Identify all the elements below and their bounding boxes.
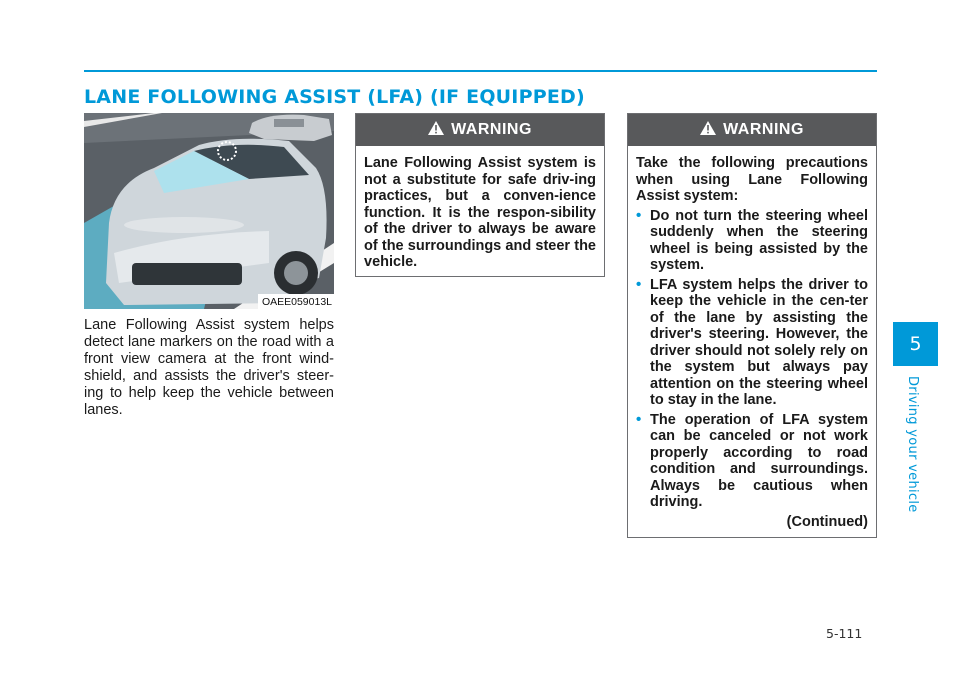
top-rule: [84, 70, 877, 72]
car-illustration: [84, 113, 334, 309]
bullet-icon: •: [636, 410, 642, 428]
bullet-text: The operation of LFA system can be canceled or not work properly according to road condition and surroundings. Always be cautious when driving.: [650, 411, 868, 510]
warning-label: WARNING: [723, 121, 804, 138]
body-paragraph: Lane Following Assist system helps detect lane markers on the road with a front view camera at the front wind-shield, and assists the driver's steer-ing to help keep the vehicle between lanes.: [84, 317, 334, 418]
warning-box-1: [355, 113, 605, 277]
list-item: [636, 412, 868, 511]
warning-header: [356, 114, 604, 146]
list-item: [636, 277, 868, 409]
bullet-icon: •: [636, 206, 642, 224]
warning-label: WARNING: [451, 121, 532, 138]
page-number: 5-111: [826, 626, 863, 641]
bullet-text: LFA system helps the driver to keep the vehicle in the cen-ter of the lane by assisting the driver's steering. However, the driver should not solely rely on the system but always pay attention on the steering wheel to stay in the lane.: [650, 276, 868, 408]
chapter-label: Driving your vehicle: [905, 376, 920, 513]
warning-box-2: [627, 113, 877, 538]
car-camera-illustration: [84, 113, 334, 309]
bullet-icon: •: [636, 275, 642, 293]
warning-text: Lane Following Assist system is not a substitute for safe driv-ing practices, but a conven-ience function. It is the respon-sibility of the driver to always be aware of the surroundings and steer the vehicle.: [364, 155, 596, 270]
continued-note: (Continued): [786, 513, 868, 530]
warning-triangle-icon: [428, 121, 444, 140]
chapter-tab: 5: [893, 322, 938, 366]
warning-triangle-icon: [700, 121, 716, 140]
warning-bullet-list: [636, 208, 868, 511]
warning-intro: Take the following precautions when using Lane Following Assist system:: [636, 155, 868, 204]
warning-content: [628, 146, 876, 538]
figure-code: OAEE059013L: [258, 294, 334, 309]
section-title: LANE FOLLOWING ASSIST (LFA) (IF EQUIPPED): [84, 86, 585, 108]
list-item: [636, 208, 868, 274]
bullet-text: Do not turn the steering wheel suddenly when the steering wheel is being assisted by the system.: [650, 207, 868, 273]
warning-header: [628, 114, 876, 146]
